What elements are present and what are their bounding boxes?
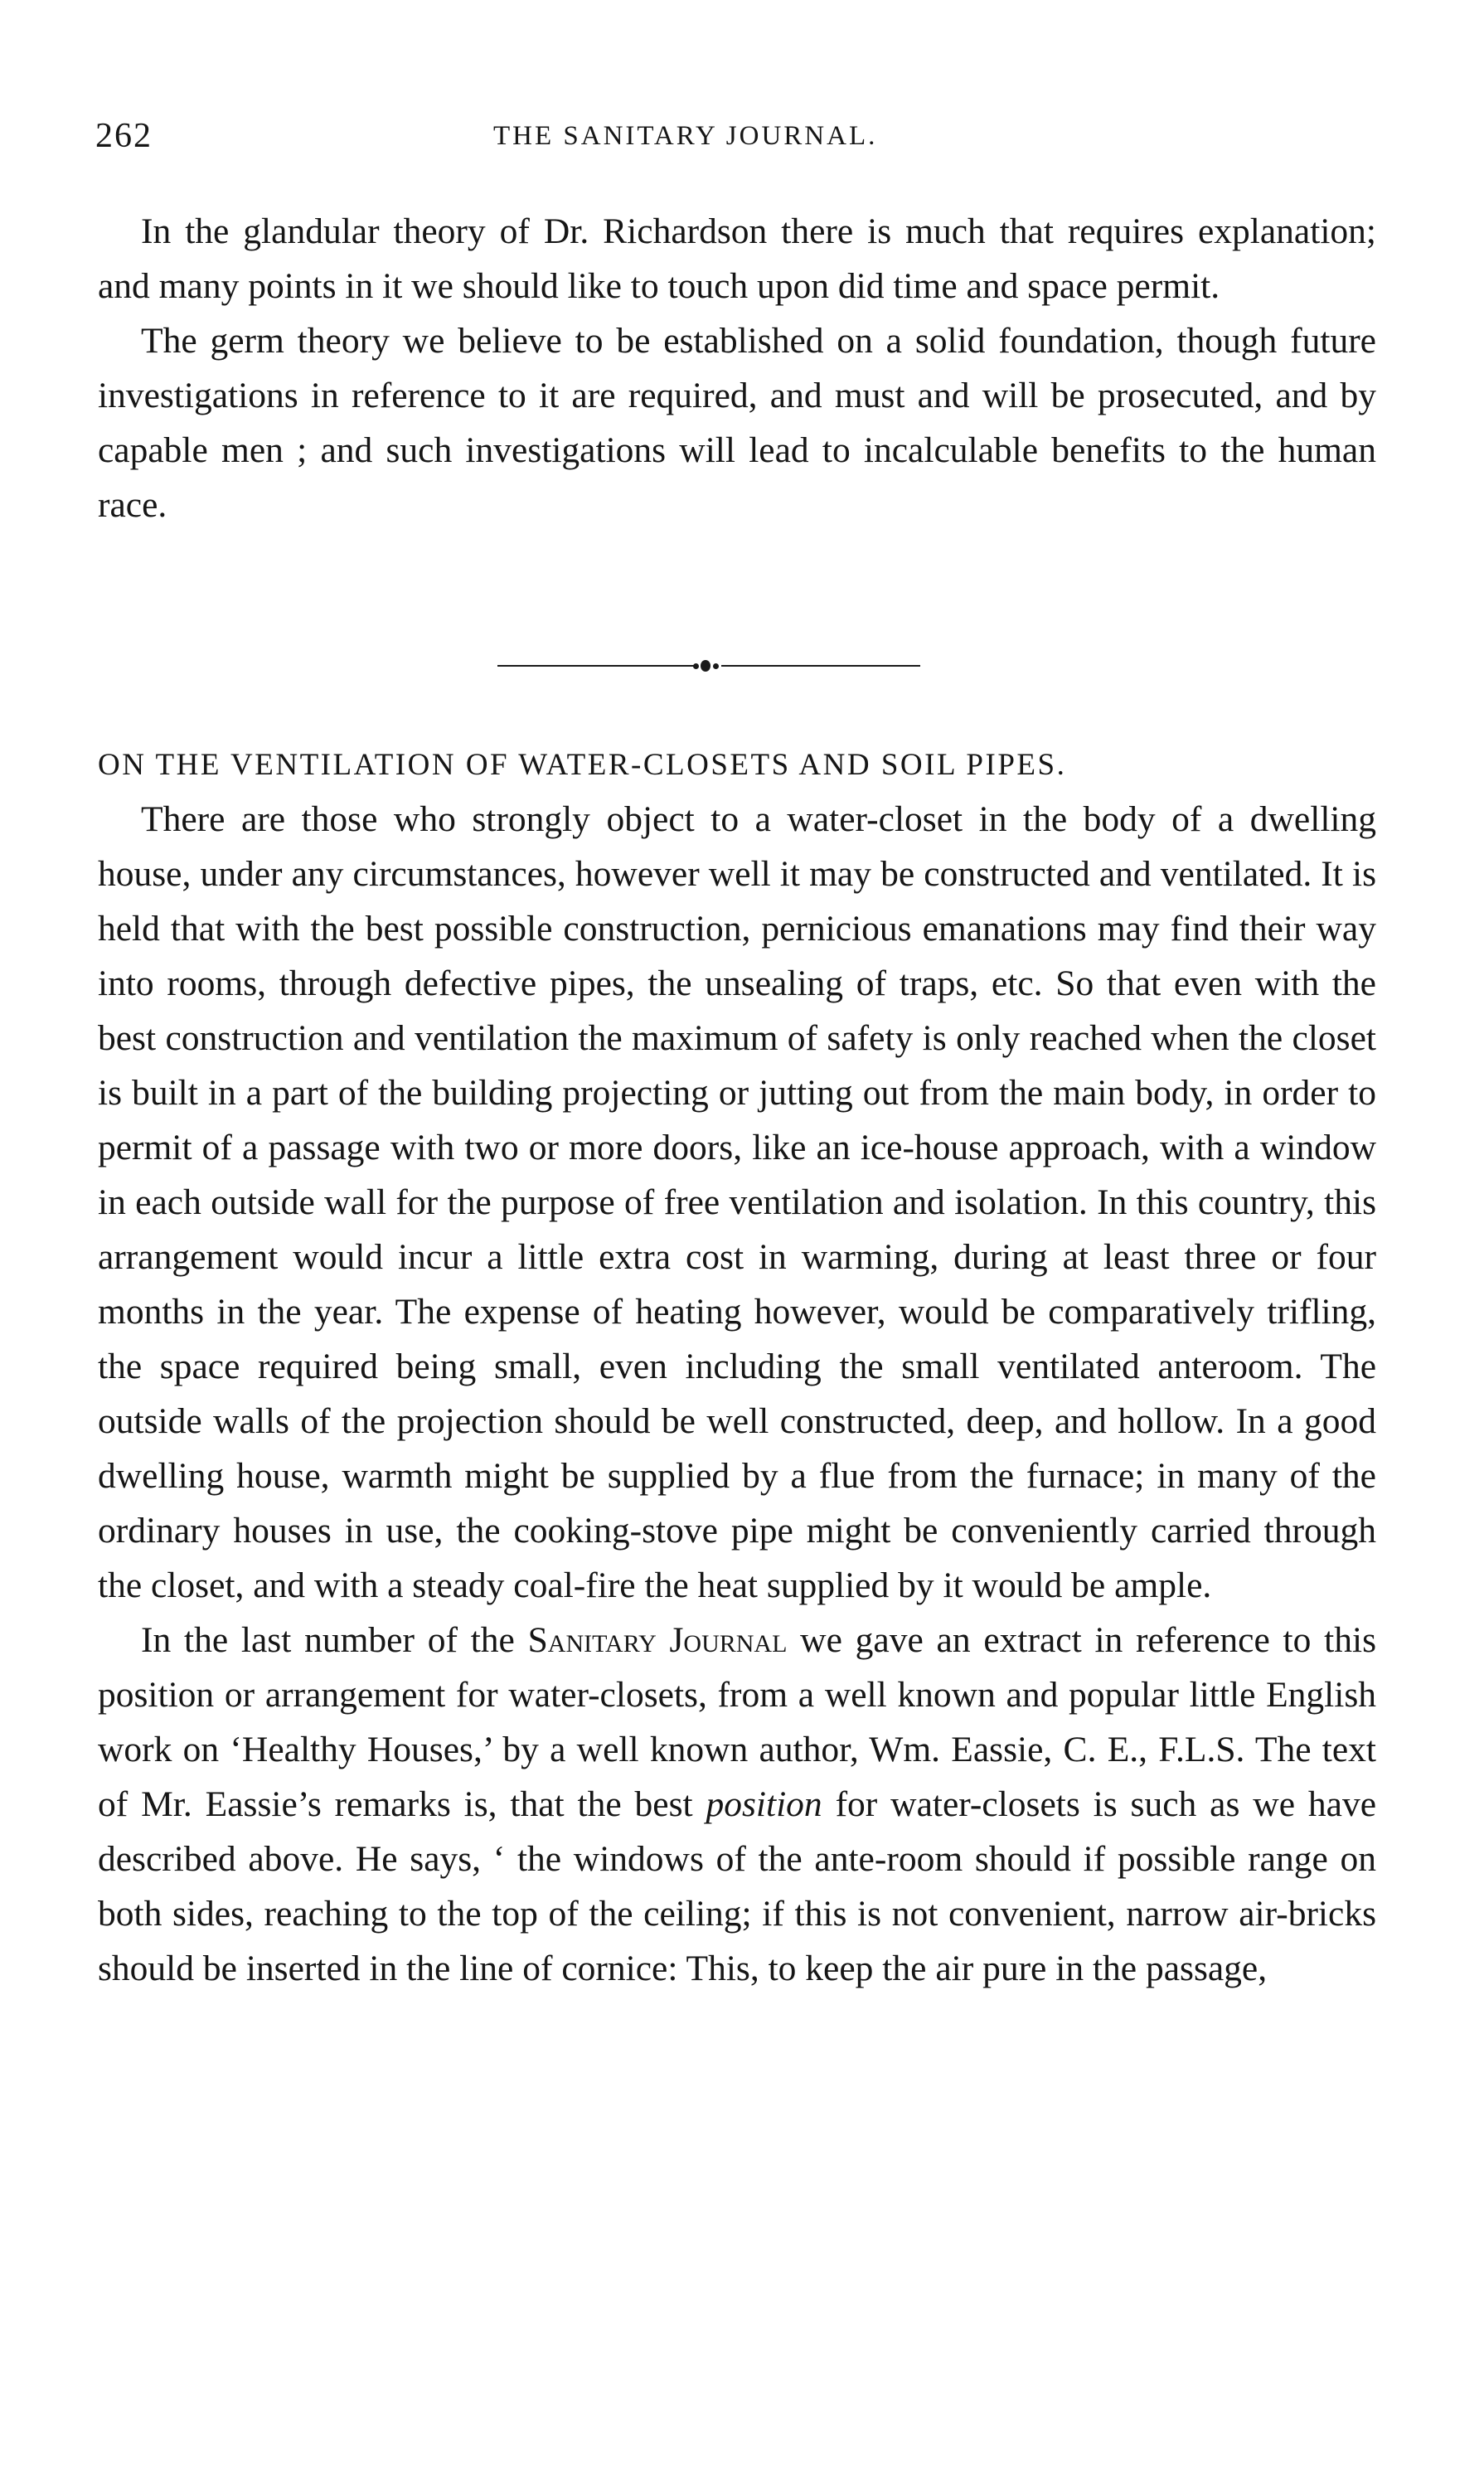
divider-rule xyxy=(497,665,696,667)
article-body xyxy=(98,792,1376,1996)
page-header xyxy=(95,116,1389,166)
divider-dot xyxy=(701,660,710,672)
running-head: THE SANITARY JOURNAL. xyxy=(493,121,878,151)
divider-rule xyxy=(721,665,920,667)
paragraph: There are those who strongly object to a water-closet in the body of a dwelling house, under any circumstances, however well it may be constructed and ventilated. It is held that with the best possible construction, pernicious emanations may find their way into rooms, through defective pipes, the unsealing of traps, etc. So that even with the best construction and ventilation the maximum of safety is only reached when the closet is built in a part of the building projecting or jutting out from the main body, in order to permit of a passage with two or more doors, like an ice-house approach, with a window in each outside wall for the purpose of free ventilation and isolation. In this country, this arrangement would incur a little extra cost in warming, during at least three or four months in the year. The expense of heating however, would be comparatively trifling, the space required being small, even including the small ventilated anteroom. The outside walls of the projection should be well constructed, deep, and hollow. In a good dwelling house, warmth might be supplied by a flue from the furnace; in many of the ordinary houses in use, the cooking-stove pipe might be conveniently carried through the closet, and with a steady coal-fire the heat supplied by it would be ample. xyxy=(98,799,1376,1605)
divider-dot xyxy=(713,663,719,669)
paragraph: In the glandular theory of Dr. Richardson there is much that requires explanation; and many points in it we should like to touch upon did time and space permit. xyxy=(98,211,1376,306)
text-run: In the last number of the xyxy=(141,1620,528,1660)
journal-name: Sanitary Journal xyxy=(527,1620,788,1660)
divider-dot xyxy=(693,663,699,669)
article-title: ON THE VENTILATION OF WATER-CLOSETS AND SOIL PIPES. xyxy=(98,748,1067,782)
emphasized-word: position xyxy=(706,1784,822,1824)
text-run: for water-closets is such as we have described above. He says, ‘ the windows of the ante-room should if possible range on both sides, reaching to the top of the ceiling; if this is not convenient, narrow air-bricks should be inserted in the line of cornice: This, to keep the air pure in the passage, xyxy=(98,1784,1377,1988)
paragraph xyxy=(98,1613,1376,1996)
paragraph: The germ theory we believe to be established on a solid foundation, though future investigations in reference to it are required, and must and will be prosecuted, and by capable men ; and such investigations will lead to incalculable benefits to the human race. xyxy=(98,321,1376,525)
preceding-article-ending xyxy=(98,204,1376,532)
section-divider-ornament xyxy=(497,659,920,672)
page-number: 262 xyxy=(95,117,153,155)
text-run: we gave an extract in reference to this position or arrangement for water-closets, from a well known and popular little English work on ‘Healthy Houses,’ by a well known author, Wm. Eassie, C. E., F.L.S. The text of Mr. Eassie’s remarks is, that the best xyxy=(98,1620,1376,1824)
